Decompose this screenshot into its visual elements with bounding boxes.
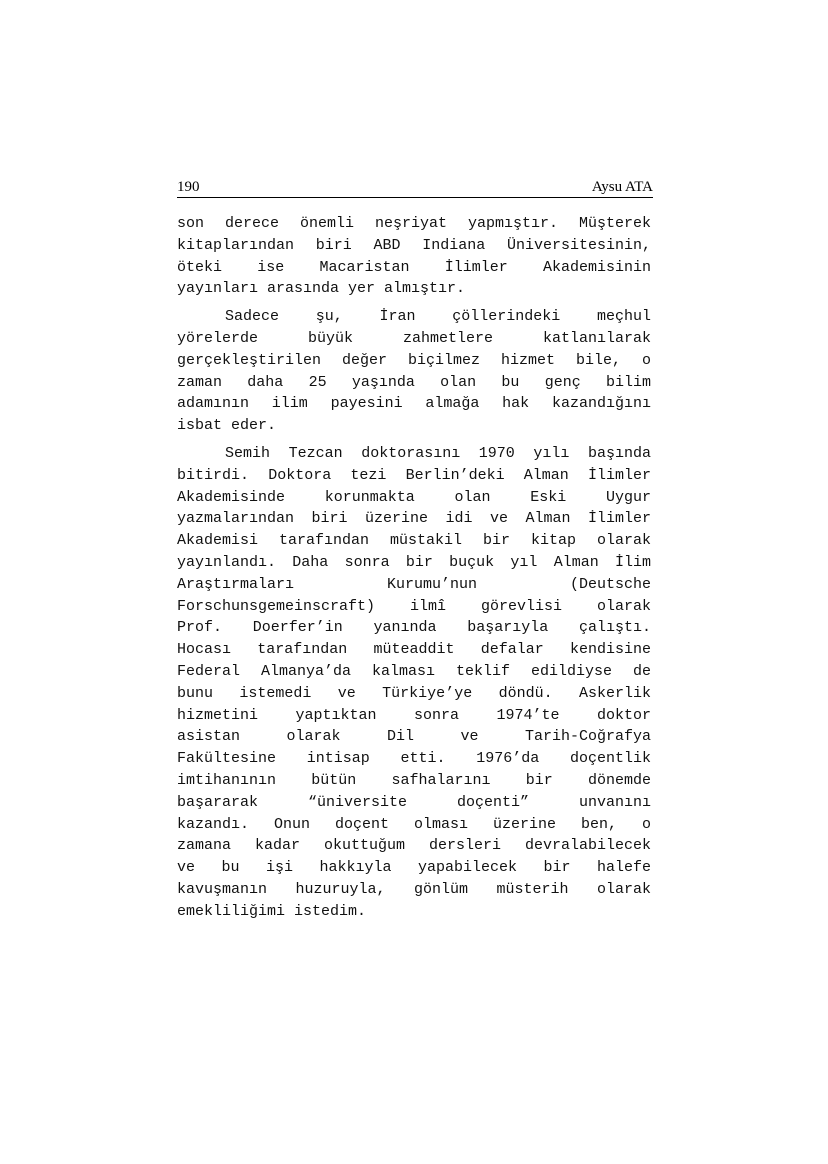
text-line: Hocası tarafından müteaddit defalar kendisine xyxy=(177,641,651,659)
text-line: yörelerde büyük zahmetlere katlanılarak xyxy=(177,329,651,347)
text-line: zaman daha 25 yaşında olan bu genç bilim xyxy=(177,373,651,391)
text-line: Akademisinde korunmakta olan Eski Uygur xyxy=(177,488,651,506)
text-line: Akademisi tarafından müstakil bir kitap olarak xyxy=(177,532,651,550)
text-line: öteki ise Macaristan İlimler Akademisinin xyxy=(177,258,651,276)
text-line: asistan olarak Dil ve Tarih-Coğrafya xyxy=(177,728,651,746)
text-line: yayınlandı. Daha sonra bir buçuk yıl Alman İlim xyxy=(177,553,651,571)
text-line: Forschunsgemeinscraft) ilmî görevlisi olarak xyxy=(177,597,651,615)
text-line: zamana kadar okuttuğum dersleri devralabilecek xyxy=(177,837,651,855)
body-text xyxy=(177,213,651,929)
text-line: Semih Tezcan doktorasını 1970 yılı başında xyxy=(225,444,651,462)
text-line: yazmalarından biri üzerine idi ve Alman İlimler xyxy=(177,510,651,528)
page-header xyxy=(177,179,653,198)
text-line: bitirdi. Doktora tezi Berlin’deki Alman İlimler xyxy=(177,466,651,484)
paragraph-1 xyxy=(177,213,651,300)
text-line: Araştırmaları Kurumu’nun (Deutsche xyxy=(177,575,651,593)
page-number: 190 xyxy=(177,179,200,195)
text-line: bunu istemedi ve Türkiye’ye döndü. Askerlik xyxy=(177,684,651,702)
paragraph-2 xyxy=(177,306,651,437)
running-head-author: Aysu ATA xyxy=(591,179,653,195)
text-line: gerçekleştirilen değer biçilmez hizmet bile, o xyxy=(177,351,651,369)
text-line: kazandı. Onun doçent olması üzerine ben, o xyxy=(177,815,651,833)
text-line: yayınları arasında yer almıştır. xyxy=(177,280,466,298)
text-line: imtihanının bütün safhalarını bir dönemde xyxy=(177,771,651,789)
text-line: kitaplarından biri ABD Indiana Üniversitesinin, xyxy=(177,236,651,254)
text-line: Prof. Doerfer’in yanında başarıyla çalıştı. xyxy=(177,619,651,637)
paragraph-3 xyxy=(177,443,651,923)
text-line: Federal Almanya’da kalması teklif edildiyse de xyxy=(177,662,651,680)
text-line: isbat eder. xyxy=(177,417,277,435)
text-line: adamının ilim payesini almağa hak kazandığını xyxy=(177,395,651,413)
text-line: Sadece şu, İran çöllerindeki meçhul xyxy=(225,308,651,326)
text-line: başararak “üniversite doçenti” unvanını xyxy=(177,793,651,811)
text-line: hizmetini yaptıktan sonra 1974’te doktor xyxy=(177,706,651,724)
text-line: emekliliğimi istedim. xyxy=(177,902,367,920)
text-line: ve bu işi hakkıyla yapabilecek bir halefe xyxy=(177,859,651,877)
text-line: son derece önemli neşriyat yapmıştır. Müşterek xyxy=(177,215,651,232)
text-line: Fakültesine intisap etti. 1976’da doçentlik xyxy=(177,750,651,768)
text-line: kavuşmanın huzuruyla, gönlüm müsterih olarak xyxy=(177,880,651,898)
